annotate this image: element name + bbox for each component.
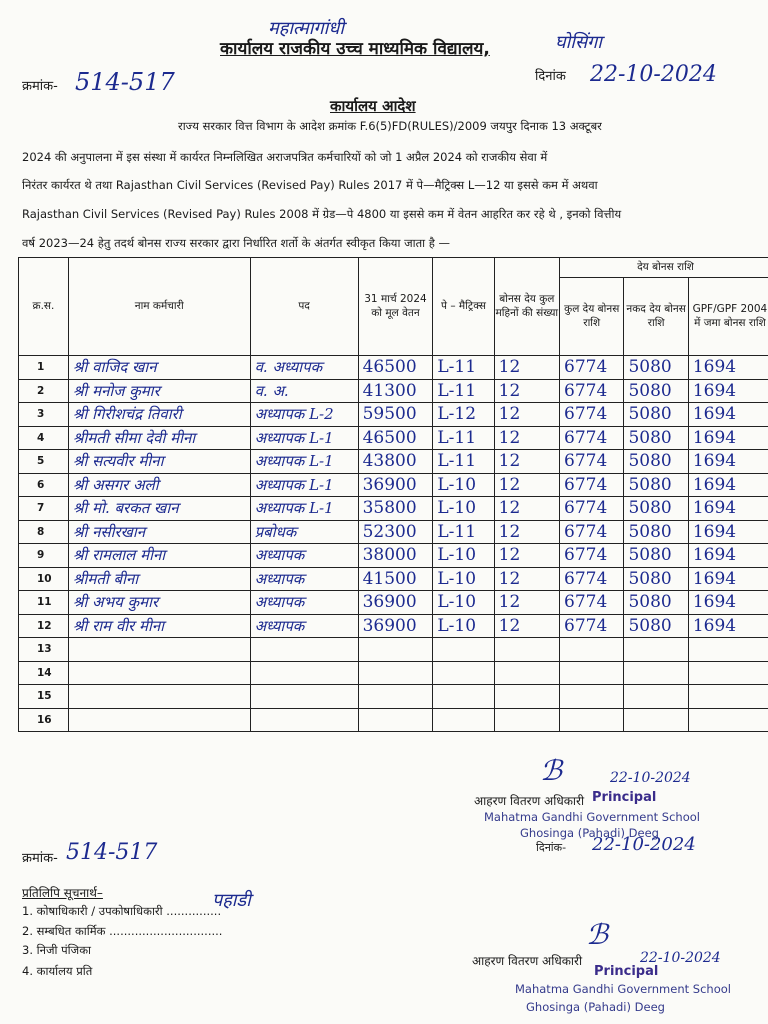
cell-months: 12: [494, 497, 559, 521]
cell-cash-bonus: 5080: [624, 426, 688, 450]
order-number-label: क्रमांक-: [22, 851, 58, 866]
handwritten-place-name: घोसिंगा: [555, 32, 602, 53]
school-stamp-line: Mahatma Gandhi Government School: [484, 810, 700, 824]
cell-employee-name: श्री गिरीशचंद्र तिवारी: [68, 403, 250, 427]
cell-serial: 15: [19, 685, 69, 709]
cell-cash-bonus: 5080: [624, 544, 688, 568]
cell-pay-matrix: [433, 708, 494, 732]
table-row: [19, 497, 768, 521]
table-row: [19, 403, 768, 427]
bonus-table: [18, 257, 768, 732]
cell-serial: 9: [19, 544, 69, 568]
cell-serial: 4: [19, 426, 69, 450]
cell-months: 12: [494, 591, 559, 615]
cell-gpf-bonus: 1694: [688, 356, 768, 380]
cell-basic-pay: 43800: [358, 450, 433, 474]
cell-cash-bonus: 5080: [624, 403, 688, 427]
cell-pay-matrix: [433, 638, 494, 662]
copy-item: 2. सम्बधित कार्मिक ...............................: [22, 924, 223, 938]
cell-gpf-bonus: 1694: [688, 567, 768, 591]
table-row: [19, 567, 768, 591]
cell-serial: 1: [19, 356, 69, 380]
header-cash-bonus: नकद देय बोनस राशि: [624, 278, 688, 356]
cell-post: [250, 638, 358, 662]
cell-post: [250, 708, 358, 732]
cell-serial: 10: [19, 567, 69, 591]
cell-post: अध्यापक: [250, 544, 358, 568]
cell-serial: 5: [19, 450, 69, 474]
cell-months: 12: [494, 403, 559, 427]
table-row: [19, 473, 768, 497]
cell-employee-name: श्री असगर अली: [68, 473, 250, 497]
cell-total-bonus: [560, 708, 624, 732]
cell-serial: 14: [19, 661, 69, 685]
cell-employee-name: [68, 685, 250, 709]
cell-gpf-bonus: 1694: [688, 614, 768, 638]
cell-serial: 7: [19, 497, 69, 521]
cell-pay-matrix: L-10: [433, 473, 494, 497]
cell-months: 12: [494, 614, 559, 638]
cell-basic-pay: 46500: [358, 426, 433, 450]
signature-mark: ℬ: [540, 754, 563, 787]
cell-cash-bonus: [624, 661, 688, 685]
handwritten-school-name: महात्मागांधी: [268, 18, 344, 39]
cell-pay-matrix: [433, 661, 494, 685]
header-total-bonus: कुल देय बोनस राशि: [560, 278, 624, 356]
cell-total-bonus: 6774: [560, 591, 624, 615]
cell-total-bonus: [560, 638, 624, 662]
cell-post: अध्यापक L-2: [250, 403, 358, 427]
cell-basic-pay: 59500: [358, 403, 433, 427]
table-row: [19, 520, 768, 544]
cell-post: व. अ.: [250, 379, 358, 403]
cell-basic-pay: [358, 661, 433, 685]
cell-total-bonus: 6774: [560, 520, 624, 544]
cell-employee-name: श्रीमती सीमा देवी मीना: [68, 426, 250, 450]
cell-employee-name: श्री राम वीर मीना: [68, 614, 250, 638]
cell-pay-matrix: L-10: [433, 497, 494, 521]
copy-item: 3. निजी पंजिका: [22, 943, 92, 957]
drawing-officer-label: आहरण वितरण अधिकारी: [474, 794, 585, 808]
table-row: [19, 638, 768, 662]
cell-cash-bonus: 5080: [624, 591, 688, 615]
order-paragraph-line: निरंतर कार्यरत थे तथा Rajasthan Civil Services (Revised Pay) Rules 2017 में पे—मैट्रिक्स L—12 या इससे कम में अथवा: [22, 178, 598, 192]
cell-employee-name: [68, 661, 250, 685]
order-paragraph-line: वर्ष 2023—24 हेतु तदर्थ बोनस राज्य सरकार द्वारा निर्धारित शर्तो के अंतर्गत स्वीकृत किया जाता है —: [22, 236, 451, 250]
table-row: [19, 708, 768, 732]
cell-employee-name: श्री वाजिद खान: [68, 356, 250, 380]
header-months: बोनस देय कुल महिनों की संख्या: [494, 258, 559, 356]
table-row: [19, 661, 768, 685]
cell-gpf-bonus: 1694: [688, 497, 768, 521]
header-gpf-bonus: GPF/GPF 2004 में जमा बोनस राशि: [688, 278, 768, 356]
cell-employee-name: [68, 708, 250, 732]
cell-total-bonus: 6774: [560, 473, 624, 497]
cell-employee-name: श्री मनोज कुमार: [68, 379, 250, 403]
cell-cash-bonus: 5080: [624, 520, 688, 544]
signature-date: 22-10-2024: [640, 950, 721, 966]
order-number-value: 514-517: [75, 68, 175, 96]
cell-basic-pay: [358, 708, 433, 732]
cell-post: अध्यापक L-1: [250, 426, 358, 450]
cell-gpf-bonus: [688, 685, 768, 709]
cell-total-bonus: 6774: [560, 426, 624, 450]
cell-pay-matrix: L-10: [433, 544, 494, 568]
cell-post: अध्यापक L-1: [250, 497, 358, 521]
cell-post: अध्यापक: [250, 567, 358, 591]
cell-gpf-bonus: [688, 661, 768, 685]
order-number-value: 514-517: [66, 840, 158, 865]
copy-heading: प्रतिलिपि सूचनार्थ–: [22, 886, 103, 900]
cell-gpf-bonus: 1694: [688, 473, 768, 497]
cell-cash-bonus: 5080: [624, 356, 688, 380]
cell-post: अध्यापक L-1: [250, 450, 358, 474]
cell-pay-matrix: L-12: [433, 403, 494, 427]
cell-post: अध्यापक L-1: [250, 473, 358, 497]
header-pay-matrix: पे – मैट्रिक्स: [433, 258, 494, 356]
cell-cash-bonus: [624, 685, 688, 709]
cell-pay-matrix: L-10: [433, 567, 494, 591]
cell-cash-bonus: 5080: [624, 379, 688, 403]
cell-serial: 13: [19, 638, 69, 662]
cell-basic-pay: 52300: [358, 520, 433, 544]
school-stamp-line: Ghosinga (Pahadi) Deeg: [526, 1000, 665, 1014]
cell-serial: 8: [19, 520, 69, 544]
order-title: कार्यालय आदेश: [330, 97, 416, 115]
table-row: [19, 426, 768, 450]
cell-months: 12: [494, 473, 559, 497]
cell-serial: 12: [19, 614, 69, 638]
handwritten-pahadi: पहाडी: [212, 890, 251, 911]
cell-pay-matrix: L-10: [433, 614, 494, 638]
cell-gpf-bonus: 1694: [688, 520, 768, 544]
cell-gpf-bonus: 1694: [688, 403, 768, 427]
cell-gpf-bonus: 1694: [688, 450, 768, 474]
cell-post: व. अध्यापक: [250, 356, 358, 380]
cell-months: 12: [494, 426, 559, 450]
cell-post: [250, 661, 358, 685]
copy-item: 1. कोषाधिकारी / उपकोषाधिकारी ...............: [22, 904, 222, 918]
cell-post: प्रबोधक: [250, 520, 358, 544]
order-paragraph-line: 2024 की अनुपालना में इस संस्था में कार्यरत निम्नलिखित अराजपत्रित कर्मचारियों को जो 1 अप्रैल 2024 को राजकीय सेवा में: [22, 150, 548, 164]
table-row: [19, 450, 768, 474]
cell-serial: 3: [19, 403, 69, 427]
cell-basic-pay: 35800: [358, 497, 433, 521]
school-stamp-line: Ghosinga (Pahadi) Deeg: [520, 826, 659, 840]
cell-gpf-bonus: [688, 708, 768, 732]
header-post: पद: [250, 258, 358, 356]
principal-stamp: Principal: [594, 964, 659, 979]
principal-stamp: Principal: [592, 790, 657, 805]
order-paragraph-line: राज्य सरकार वित्त विभाग के आदेश क्रमांक F.6(5)FD(RULES)/2009 जयपुर दिनाक 13 अक्टूबर: [178, 119, 602, 133]
table-row: [19, 591, 768, 615]
cell-serial: 16: [19, 708, 69, 732]
drawing-officer-label: आहरण वितरण अधिकारी: [472, 954, 583, 968]
cell-months: [494, 638, 559, 662]
order-paragraph-line: Rajasthan Civil Services (Revised Pay) Rules 2008 में ग्रेड—पे 4800 या इससे कम में वेतन आहरित कर रहे थे , इनको वित्तीय: [22, 207, 622, 221]
date-label: दिनांक: [535, 69, 566, 84]
cell-cash-bonus: 5080: [624, 567, 688, 591]
cell-cash-bonus: 5080: [624, 473, 688, 497]
cell-months: [494, 661, 559, 685]
copy-item: 4. कार्यालय प्रति: [22, 964, 93, 978]
cell-months: 12: [494, 520, 559, 544]
cell-gpf-bonus: 1694: [688, 379, 768, 403]
cell-months: 12: [494, 544, 559, 568]
cell-pay-matrix: L-11: [433, 356, 494, 380]
cell-basic-pay: [358, 685, 433, 709]
cell-gpf-bonus: 1694: [688, 426, 768, 450]
header-serial: क्र.स.: [19, 258, 69, 356]
cell-gpf-bonus: 1694: [688, 544, 768, 568]
cell-post: अध्यापक: [250, 614, 358, 638]
date-label: दिनांक-: [536, 841, 567, 854]
cell-employee-name: [68, 638, 250, 662]
cell-post: [250, 685, 358, 709]
header-basic-pay: 31 मार्च 2024 को मूल वेतन: [358, 258, 433, 356]
cell-employee-name: श्रीमती बीना: [68, 567, 250, 591]
table-row: [19, 544, 768, 568]
cell-pay-matrix: L-11: [433, 520, 494, 544]
cell-employee-name: श्री नसीरखान: [68, 520, 250, 544]
cell-serial: 2: [19, 379, 69, 403]
cell-months: 12: [494, 356, 559, 380]
cell-total-bonus: 6774: [560, 379, 624, 403]
cell-gpf-bonus: 1694: [688, 591, 768, 615]
order-number-label: क्रमांक-: [22, 79, 58, 94]
cell-basic-pay: 36900: [358, 591, 433, 615]
cell-basic-pay: 46500: [358, 356, 433, 380]
table-row: [19, 685, 768, 709]
cell-basic-pay: 36900: [358, 473, 433, 497]
signature-date: 22-10-2024: [610, 770, 691, 786]
school-stamp-line: Mahatma Gandhi Government School: [515, 982, 731, 996]
cell-basic-pay: 41300: [358, 379, 433, 403]
cell-total-bonus: 6774: [560, 403, 624, 427]
cell-months: 12: [494, 379, 559, 403]
cell-pay-matrix: L-11: [433, 379, 494, 403]
cell-basic-pay: 41500: [358, 567, 433, 591]
cell-employee-name: श्री मो. बरकत खान: [68, 497, 250, 521]
cell-months: 12: [494, 567, 559, 591]
cell-months: 12: [494, 450, 559, 474]
table-row: [19, 379, 768, 403]
cell-total-bonus: [560, 661, 624, 685]
office-title: कार्यालय राजकीय उच्च माध्यमिक विद्यालय,: [220, 39, 490, 59]
cell-total-bonus: 6774: [560, 356, 624, 380]
header-employee-name: नाम कर्मचारी: [68, 258, 250, 356]
cell-post: अध्यापक: [250, 591, 358, 615]
cell-basic-pay: 36900: [358, 614, 433, 638]
cell-total-bonus: 6774: [560, 567, 624, 591]
cell-cash-bonus: 5080: [624, 614, 688, 638]
cell-serial: 11: [19, 591, 69, 615]
cell-total-bonus: 6774: [560, 614, 624, 638]
cell-serial: 6: [19, 473, 69, 497]
cell-months: [494, 685, 559, 709]
cell-basic-pay: 38000: [358, 544, 433, 568]
cell-total-bonus: [560, 685, 624, 709]
cell-pay-matrix: L-10: [433, 591, 494, 615]
cell-pay-matrix: [433, 685, 494, 709]
cell-total-bonus: 6774: [560, 544, 624, 568]
cell-total-bonus: 6774: [560, 450, 624, 474]
cell-employee-name: श्री अभय कुमार: [68, 591, 250, 615]
cell-gpf-bonus: [688, 638, 768, 662]
cell-basic-pay: [358, 638, 433, 662]
cell-cash-bonus: 5080: [624, 497, 688, 521]
cell-cash-bonus: [624, 638, 688, 662]
signature-mark: ℬ: [586, 918, 609, 951]
cell-pay-matrix: L-11: [433, 426, 494, 450]
cell-total-bonus: 6774: [560, 497, 624, 521]
header-bonus-group: देय बोनस राशि: [560, 258, 768, 278]
cell-pay-matrix: L-11: [433, 450, 494, 474]
cell-cash-bonus: [624, 708, 688, 732]
date-value: 22-10-2024: [590, 62, 717, 87]
cell-cash-bonus: 5080: [624, 450, 688, 474]
cell-months: [494, 708, 559, 732]
cell-employee-name: श्री सत्यवीर मीना: [68, 450, 250, 474]
date-value: 22-10-2024: [592, 834, 696, 855]
cell-employee-name: श्री रामलाल मीना: [68, 544, 250, 568]
table-row: [19, 356, 768, 380]
table-row: [19, 614, 768, 638]
